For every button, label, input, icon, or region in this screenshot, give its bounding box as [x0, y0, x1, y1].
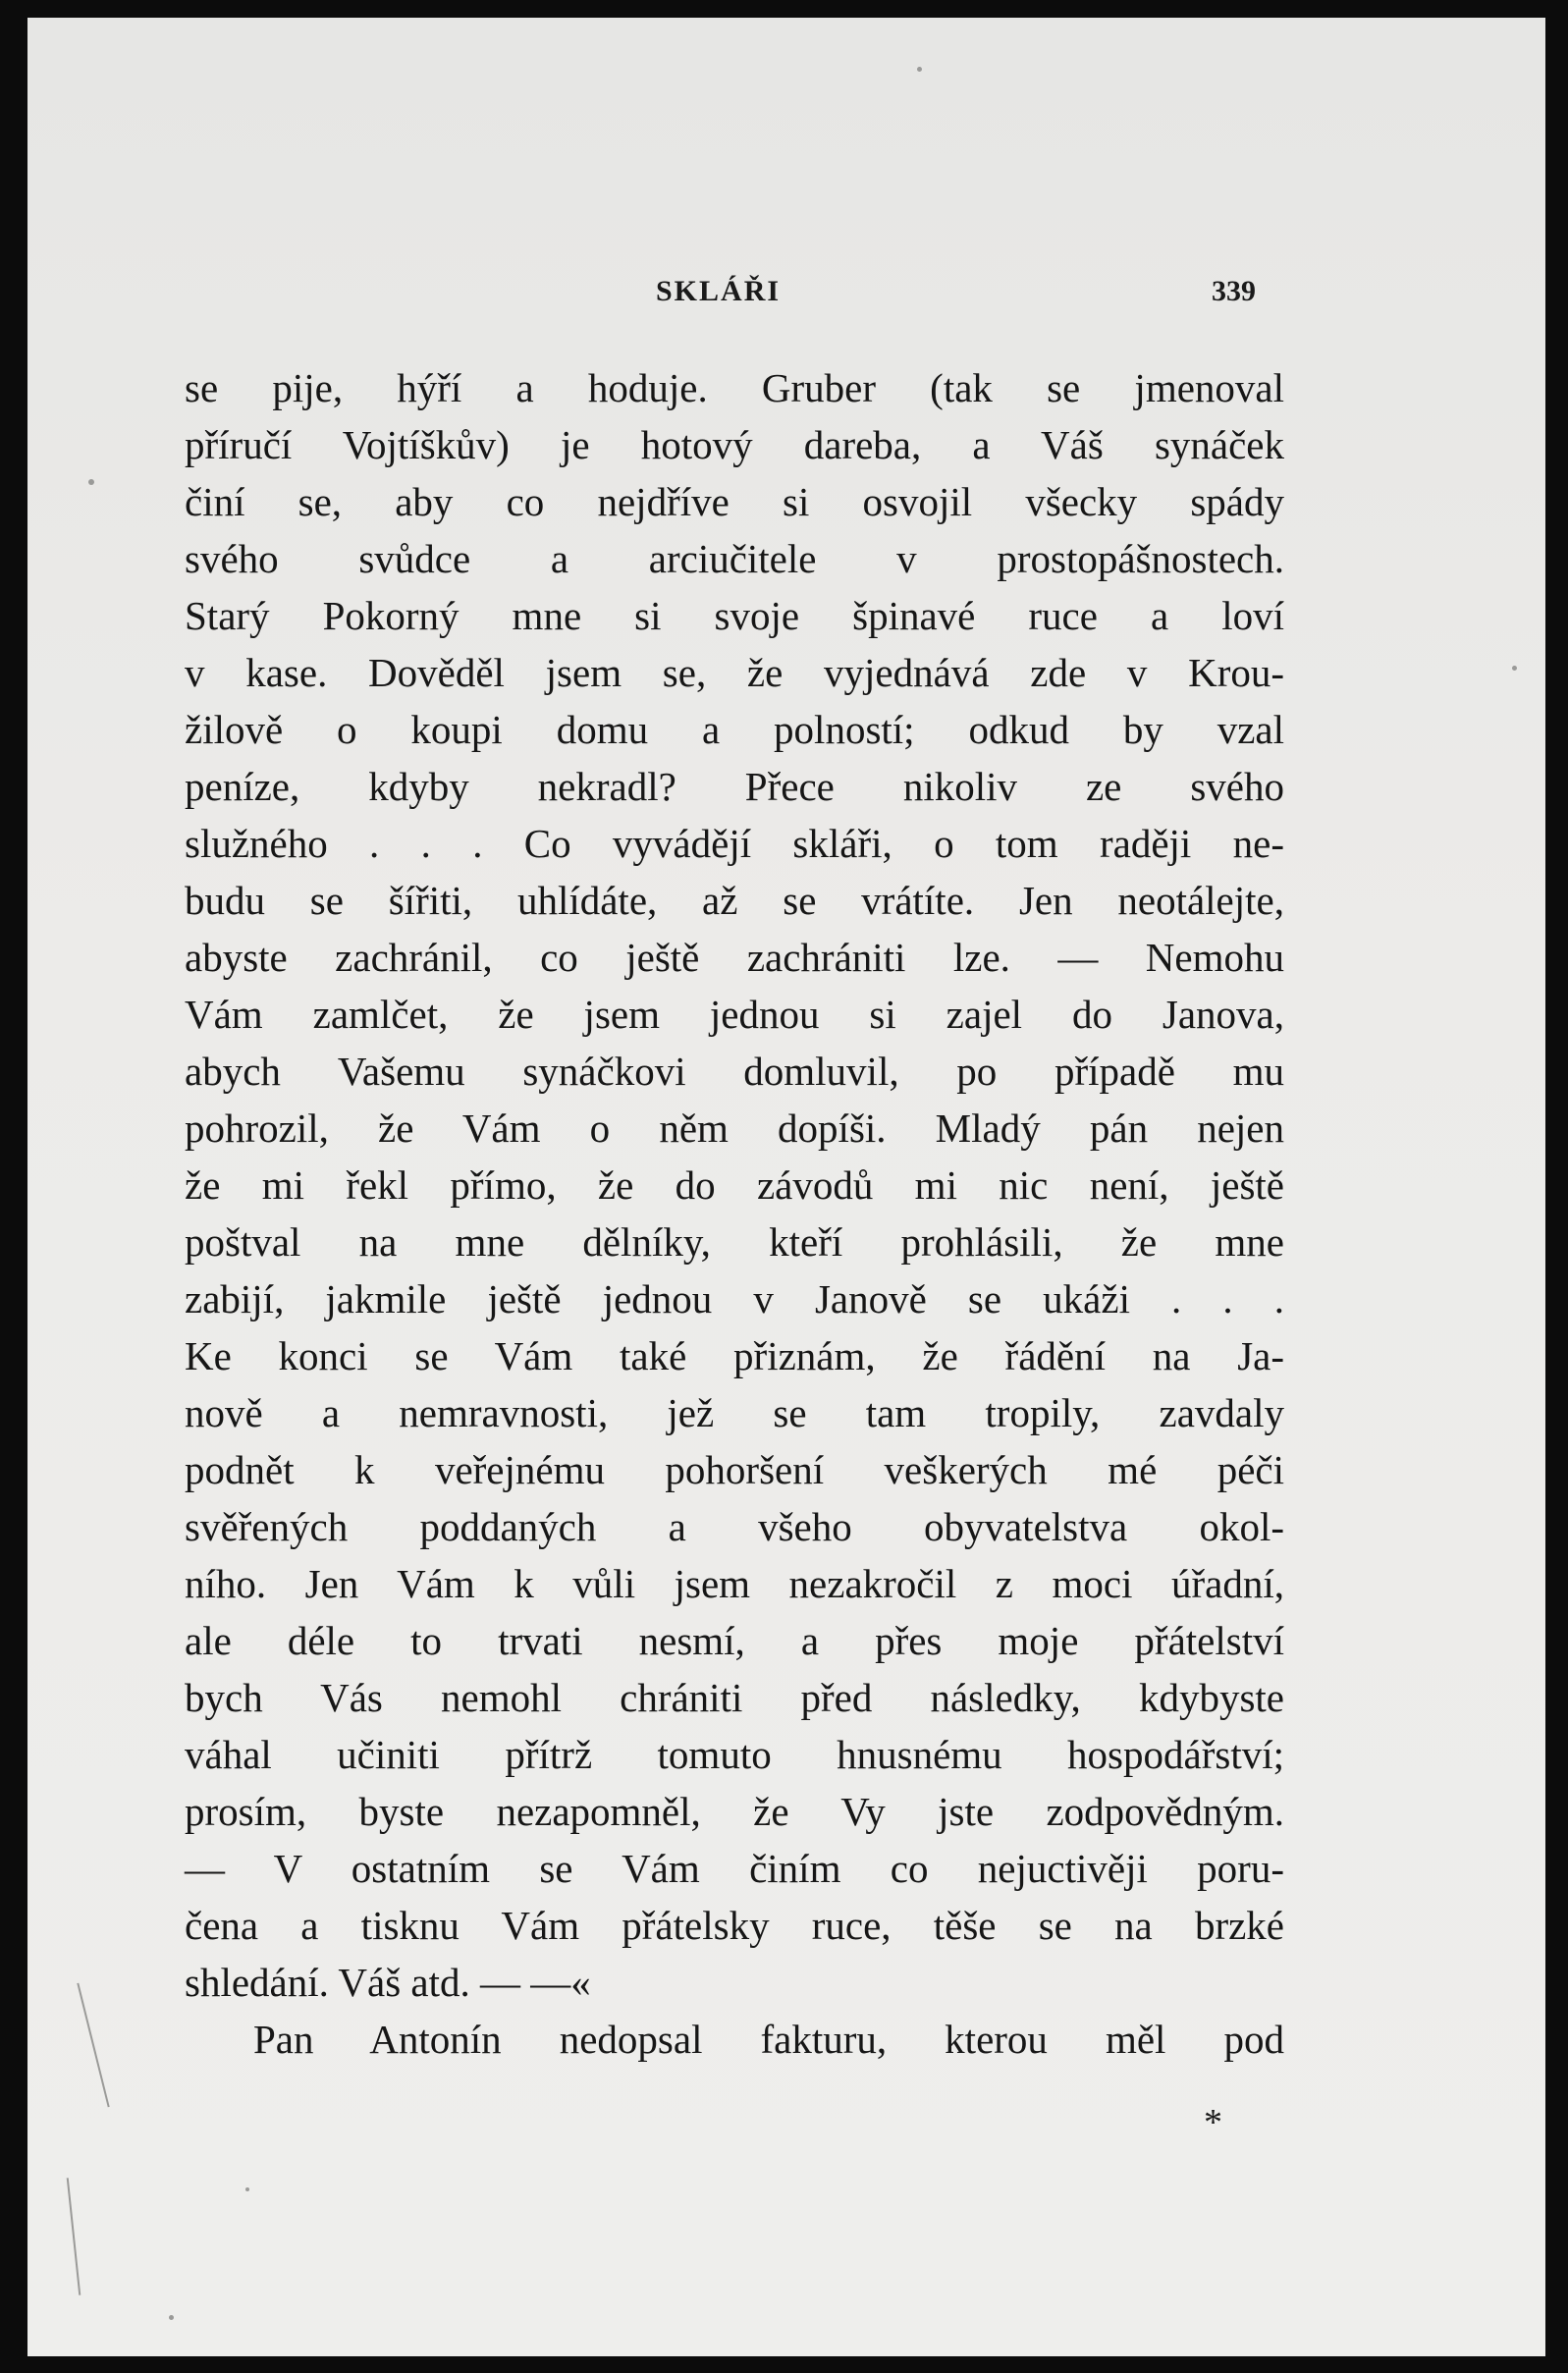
- text-line: Vám zamlčet, že jsem jednou si zajel do Janova,: [185, 992, 1284, 1037]
- paper-speck: [1512, 666, 1517, 671]
- paper-speck: [88, 479, 94, 485]
- running-title: SKLÁŘI: [656, 275, 782, 307]
- text-line: podnět k veřejnému pohoršení veškerých mé péči: [185, 1447, 1284, 1492]
- paper-speck: [245, 2187, 249, 2191]
- text-line: ního. Jen Vám k vůli jsem nezakročil z moci úřadní,: [185, 1561, 1284, 1606]
- text-line: Starý Pokorný mne si svoje špinavé ruce a loví: [185, 593, 1284, 638]
- body-text: [185, 359, 1284, 2068]
- paragraph-narration: [185, 2011, 1284, 2068]
- paragraph-letter-continuation: [185, 359, 1284, 2011]
- text-line: svého svůdce a arciučitele v prostopášnostech.: [185, 536, 1284, 581]
- text-line: váhal učiniti přítrž tomuto hnusnému hospodářství;: [185, 1732, 1284, 1777]
- text-line: v kase. Dověděl jsem se, že vyjednává zde v Krou-: [185, 650, 1284, 695]
- text-line: Ke konci se Vám také přiznám, že řádění na Ja-: [185, 1333, 1284, 1378]
- text-line: shledání. Váš atd. — —«: [185, 1960, 591, 2005]
- text-line: nově a nemravnosti, jež se tam tropily, zavdaly: [185, 1390, 1284, 1435]
- paper-speck: [917, 67, 922, 72]
- text-line: budu se šířiti, uhlídáte, až se vrátíte. Jen neotálejte,: [185, 878, 1284, 923]
- text-line: pohrozil, že Vám o něm dopíši. Mladý pán nejen: [185, 1106, 1284, 1151]
- paper-scratch: [77, 1983, 109, 2108]
- book-page: [27, 18, 1545, 2356]
- text-line: — V ostatním se Vám činím co nejuctivěji poru-: [185, 1846, 1284, 1891]
- text-line: prosím, byste nezapomněl, že Vy jste zodpovědným.: [185, 1789, 1284, 1834]
- text-line: služného . . . Co vyvádějí skláři, o tom raději ne-: [185, 821, 1284, 866]
- text-line: peníze, kdyby nekradl? Přece nikoliv ze svého: [185, 764, 1284, 809]
- text-line: činí se, aby co nejdříve si osvojil všecky spády: [185, 479, 1284, 524]
- paper-speck: [169, 2315, 174, 2320]
- text-line: poštval na mne dělníky, kteří prohlásili, že mne: [185, 1219, 1284, 1265]
- text-line: svěřených poddaných a všeho obyvatelstva okol-: [185, 1504, 1284, 1549]
- paper-scratch: [67, 2178, 81, 2295]
- text-line: abyste zachránil, co ještě zachrániti lze. — Nemohu: [185, 935, 1284, 980]
- text-line: příručí Vojtíškův) je hotový dareba, a Váš synáček: [185, 422, 1284, 467]
- text-line: čena a tisknu Vám přátelsky ruce, těše se na brzké: [185, 1903, 1284, 1948]
- text-line: ale déle to trvati nesmí, a přes moje přátelství: [185, 1618, 1284, 1663]
- text-line: zabijí, jakmile ještě jednou v Janově se ukáži . . .: [185, 1276, 1284, 1321]
- text-line: abych Vašemu synáčkovi domluvil, po případě mu: [185, 1049, 1284, 1094]
- text-line: Pan Antonín nedopsal fakturu, kterou měl pod: [253, 2017, 1284, 2062]
- page-number: 339: [1212, 275, 1256, 307]
- running-head: [27, 275, 1545, 314]
- text-line: že mi řekl přímo, že do závodů mi nic není, ještě: [185, 1162, 1284, 1208]
- signature-mark: *: [1204, 2102, 1222, 2143]
- text-line: žilově o koupi domu a polností; odkud by vzal: [185, 707, 1284, 752]
- text-line: se pije, hýří a hoduje. Gruber (tak se jmenoval: [185, 365, 1284, 410]
- text-line: bych Vás nemohl chrániti před následky, kdybyste: [185, 1675, 1284, 1720]
